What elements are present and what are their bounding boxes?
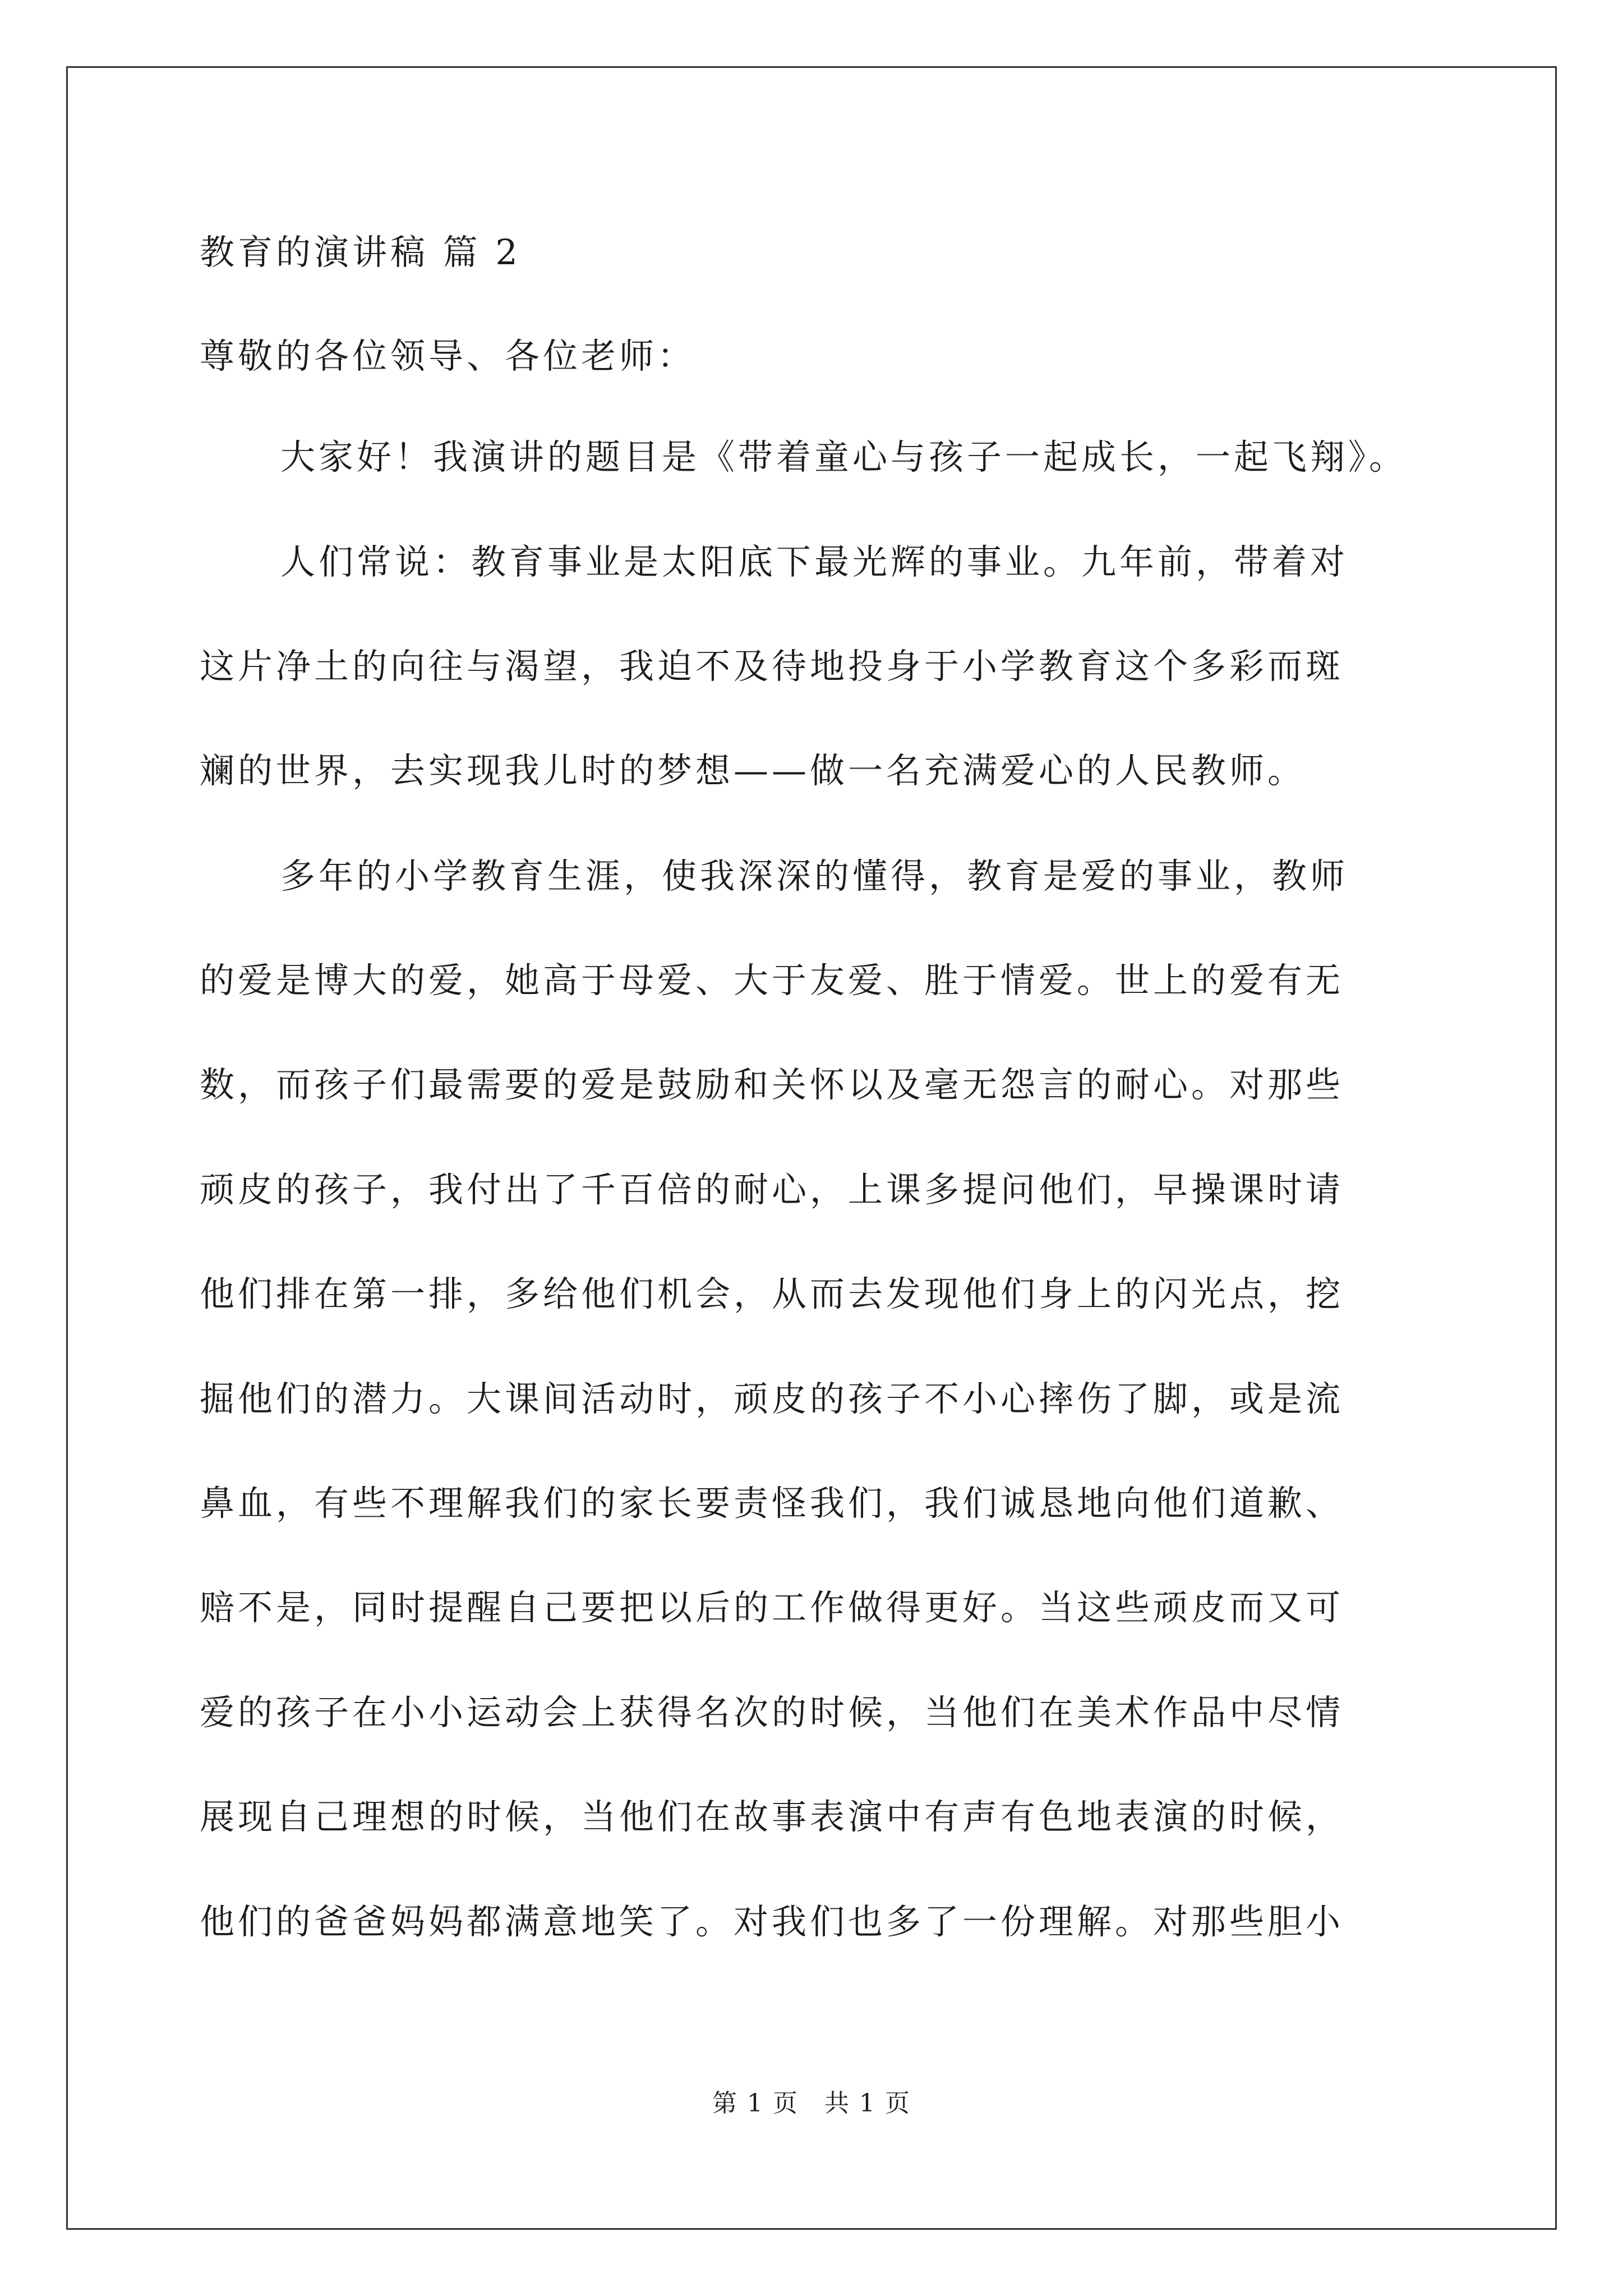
- paragraph-line: 数，而孩子们最需要的爱是鼓励和关怀以及毫无怨言的耐心。对那些: [200, 1064, 1344, 1105]
- paragraph-line: 人们常说：教育事业是太阳底下最光辉的事业。九年前，带着对: [280, 541, 1349, 582]
- paragraph-line: 多年的小学教育生涯，使我深深的懂得，教育是爱的事业，教师: [280, 855, 1349, 896]
- paragraph-line: 赔不是，同时提醒自己要把以后的工作做得更好。当这些顽皮而又可: [200, 1587, 1344, 1628]
- page-footer: 第 1 页 共 1 页: [712, 2089, 911, 2118]
- paragraph-line: 鼻血，有些不理解我们的家长要责怪我们，我们诚恳地向他们道歉、: [200, 1483, 1344, 1524]
- paragraph-line: 爱的孩子在小小运动会上获得名次的时候，当他们在美术作品中尽情: [200, 1692, 1344, 1733]
- paragraph-line: 这片净土的向往与渴望，我迫不及待地投身于小学教育这个多彩而斑: [200, 646, 1344, 687]
- salutation: 尊敬的各位领导、各位老师：: [200, 335, 696, 376]
- paragraph-line: 他们的爸爸妈妈都满意地笑了。对我们也多了一份理解。对那些胆小: [200, 1901, 1344, 1942]
- paragraph-line: 顽皮的孩子，我付出了千百倍的耐心，上课多提问他们，早操课时请: [200, 1169, 1344, 1210]
- paragraph-line: 展现自己理想的时候，当他们在故事表演中有声有色地表演的时候，: [200, 1796, 1344, 1837]
- paragraph-line: 斓的世界，去实现我儿时的梦想——做一名充满爱心的人民教师。: [200, 750, 1306, 791]
- paragraph-line: 他们排在第一排，多给他们机会，从而去发现他们身上的闪光点，挖: [200, 1273, 1344, 1314]
- document-title: 教育的演讲稿 篇 2: [200, 232, 521, 273]
- paragraph-line: 掘他们的潜力。大课间活动时，顽皮的孩子不小心摔伤了脚，或是流: [200, 1378, 1344, 1419]
- paragraph-line: 的爱是博大的爱，她高于母爱、大于友爱、胜于情爱。世上的爱有无: [200, 960, 1344, 1001]
- paragraph-line: 大家好！我演讲的题目是《带着童心与孩子一起成长，一起飞翔》。: [280, 436, 1408, 477]
